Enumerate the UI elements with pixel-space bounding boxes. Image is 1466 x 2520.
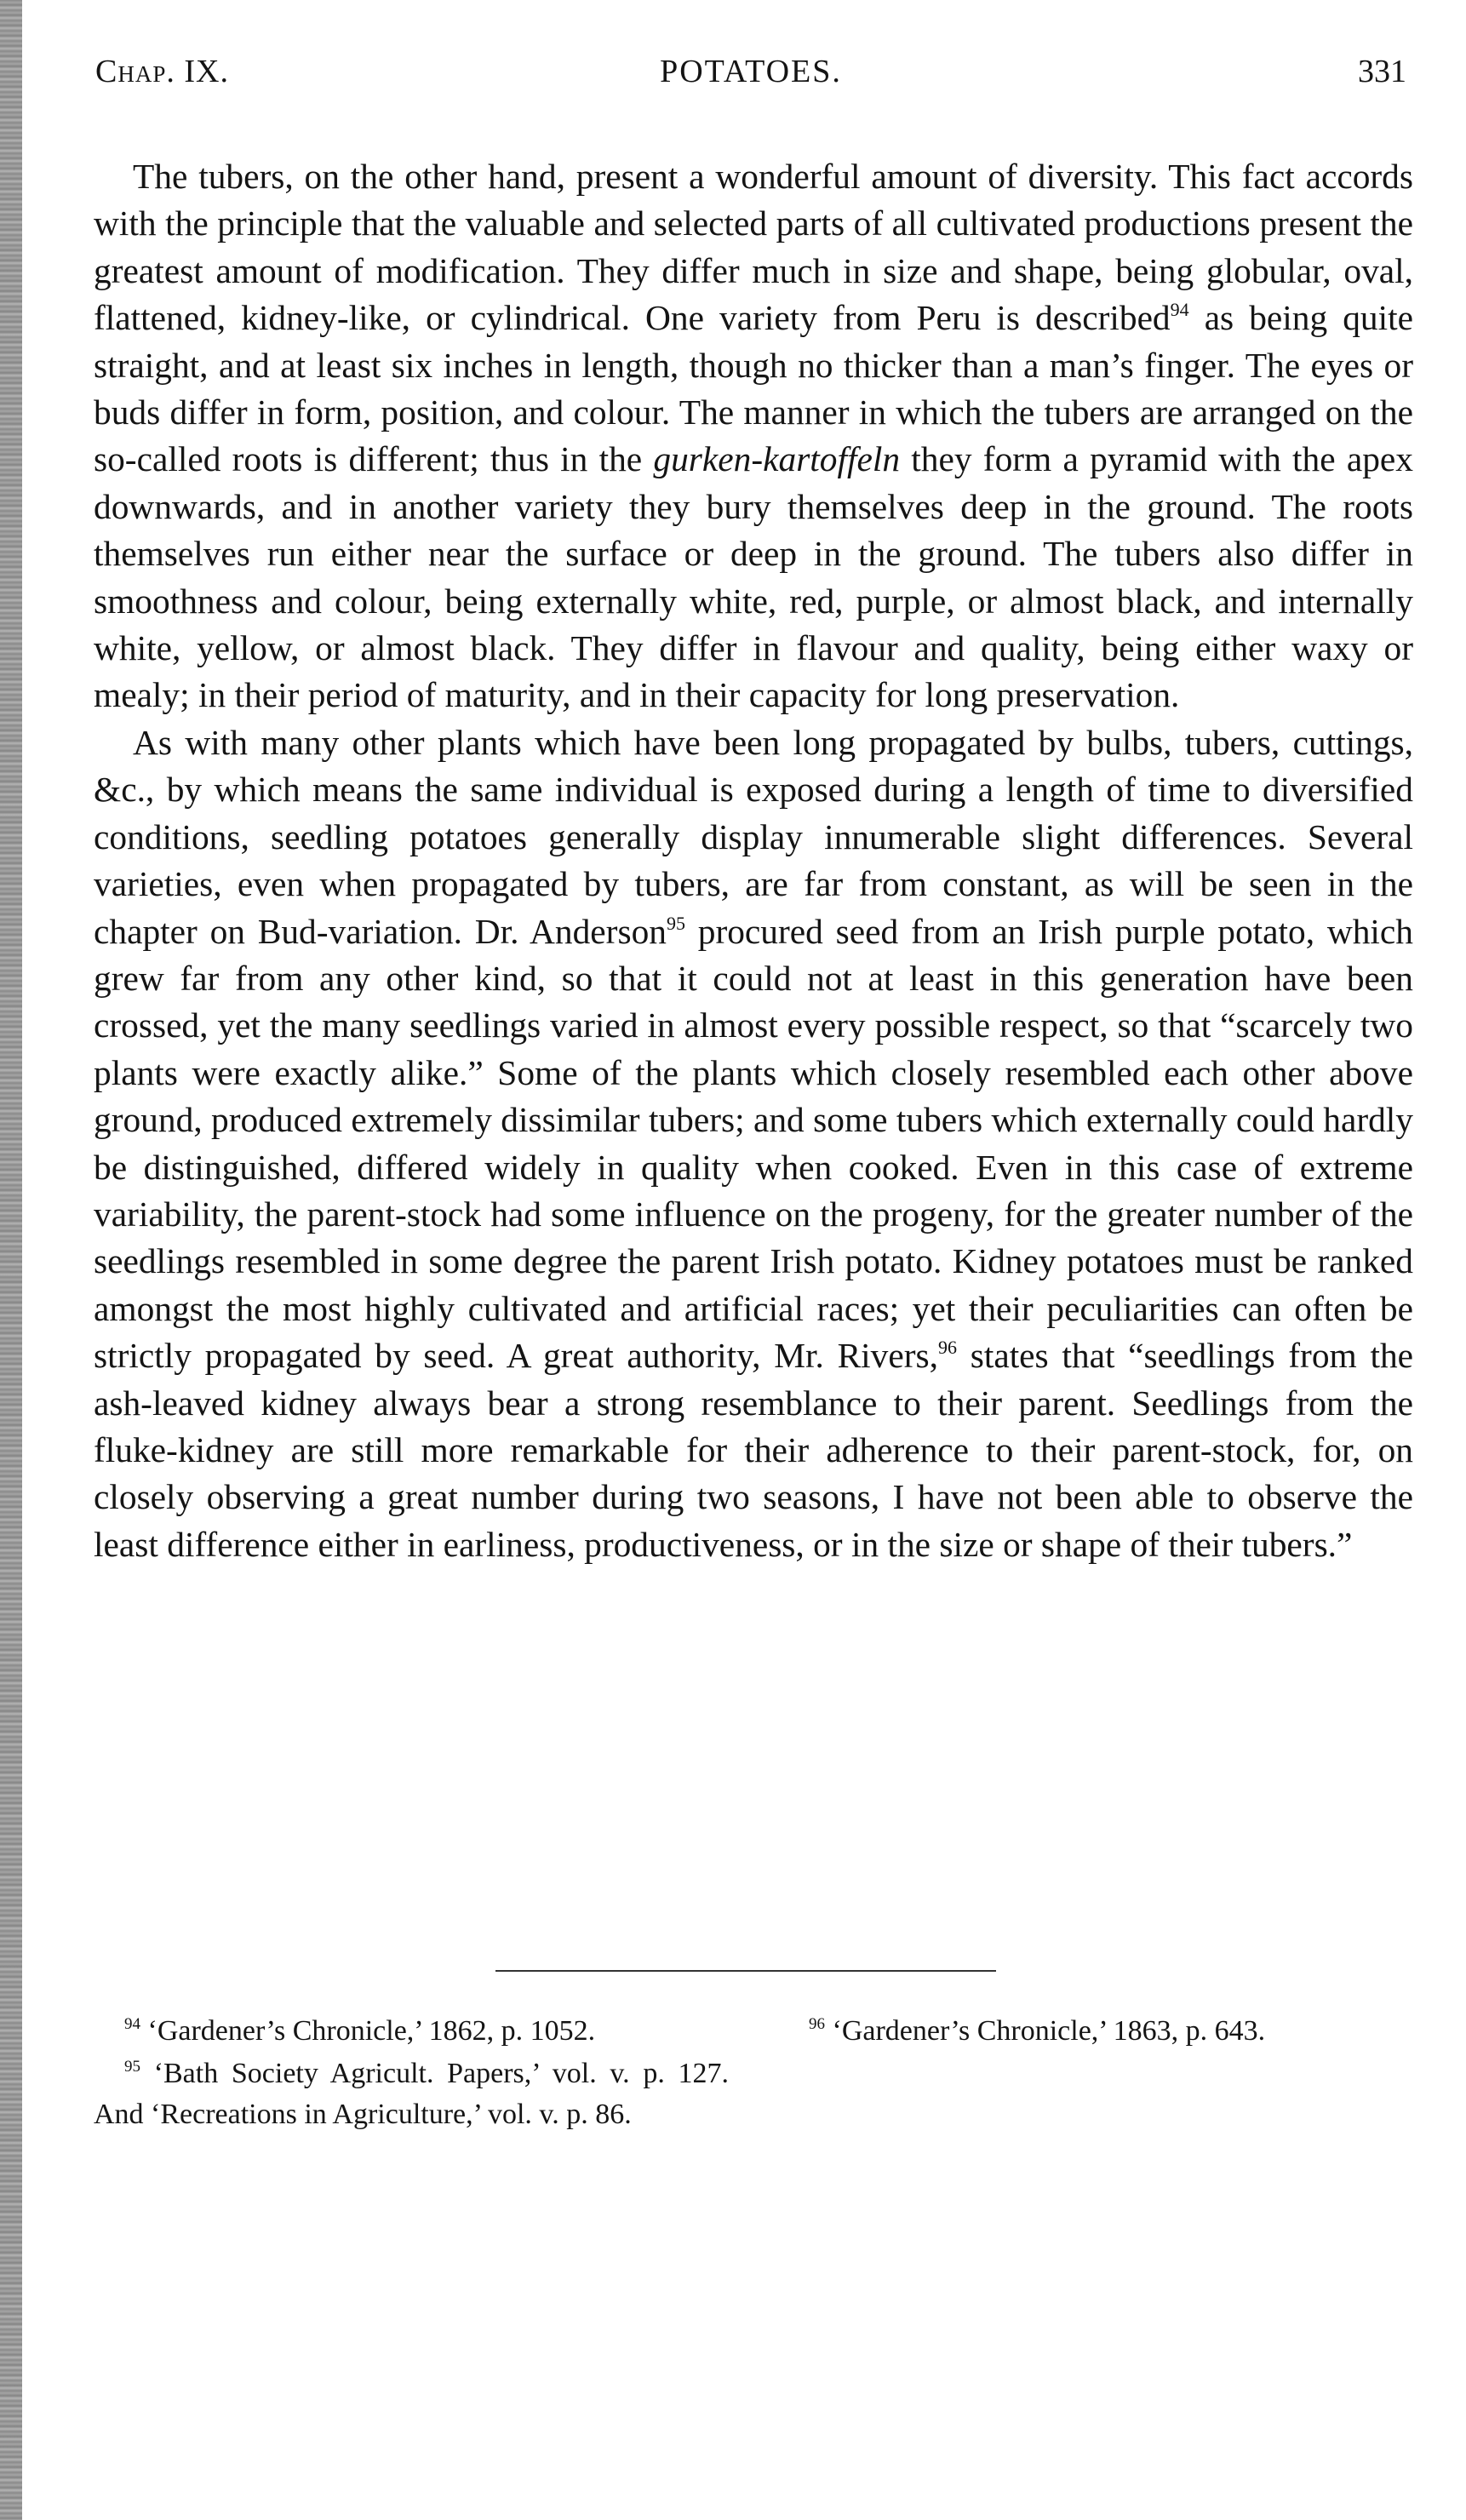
footnote-number: 95 — [124, 2058, 140, 2076]
footnote-number: 96 — [809, 2015, 825, 2033]
footnote-divider — [495, 1970, 996, 1972]
page-number: 331 — [1358, 54, 1406, 89]
footnote-text: ‘Gardener’s Chronicle,’ 1863, p. 643. — [825, 2015, 1266, 2047]
paragraph-2-text-c: states that “seedlings from the ash-leaved kidney always bear a strong resemblance to their parent. Seedlings from the fluke-kidney are still more remarkable for their adherence to their parent-stock, for, on closely observing a great number during two seasons, I have not been able to observe the least difference either in earliness, productiveness, or in the size or shape of their tubers.” — [94, 1336, 1414, 1564]
footnote-95 — [94, 2053, 729, 2135]
footnotes — [94, 2011, 1413, 2135]
paragraph-1-text-b: as being quite straight, and at least six inches in length, though no thicker than a man’s finger. The eyes or buds differ in form, position, and colour. The manner in which the tubers are arranged on the so-called roots is different; thus in the — [94, 298, 1413, 479]
page-title: POTATOES. — [660, 54, 842, 89]
footnote-number: 94 — [124, 2015, 140, 2033]
italic-term: gurken-kartoffeln — [653, 439, 901, 479]
paragraph-1 — [94, 153, 1413, 719]
running-header — [95, 53, 1406, 104]
paragraph-2 — [94, 719, 1413, 1568]
paragraph-1-text-a: The tubers, on the other hand, present a wonderful amount of diversity. This fact accords with the principle that the valuable and selected parts of all cultivated productions present the greatest amount of modification. They differ much in size and shape, being globular, oval, flattened, kidney-like, or cylindrical. One variety from Peru is described — [94, 157, 1413, 338]
footnote-text: ‘Bath Society Agricult. Papers,’ vol. v. p. 127. And ‘Recreations in Agriculture,’ vol. v. p. 86. — [94, 2058, 729, 2130]
footnote-ref-95: 95 — [666, 912, 685, 934]
footnote-96 — [778, 2011, 1413, 2052]
footnote-ref-96: 96 — [938, 1337, 957, 1359]
body-text — [94, 153, 1413, 1568]
footnote-94 — [94, 2011, 729, 2052]
scan-edge-shadow — [0, 0, 22, 2520]
paragraph-1-text-c: they form a pyramid with the apex downwards, and in another variety they bury themselves deep in the ground. The roots themselves run either near the surface or deep in the ground. The tubers also differ in smoothness and colour, being externally white, red, purple, or almost black, and internally white, yellow, or almost black. They differ in flavour and quality, being either waxy or mealy; in their period of maturity, and in their capacity for long preservation. — [94, 439, 1413, 715]
footnote-ref-94: 94 — [1170, 299, 1189, 321]
footnote-text: ‘Gardener’s Chronicle,’ 1862, p. 1052. — [140, 2015, 596, 2047]
paragraph-2-text-b: procured seed from an Irish purple potato, which grew far from any other kind, so that it could not at least in this generation have been crossed, yet the many seedlings varied in almost every possible respect, so that “scarcely two plants were exactly alike.” Some of the plants which closely resembled each other above ground, produced extremely dissimilar tubers; and some tubers which externally could hardly be distinguished, differed widely in quality when cooked. Even in this case of extreme variability, the parent-stock had some influence on the progeny, for the greater number of the seedlings resembled in some degree the parent Irish potato. Kidney potatoes must be ranked amongst the most highly cultivated and artificial races; yet their peculiarities can often be strictly propagated by seed. A great authority, Mr. Rivers, — [94, 911, 1413, 1376]
paragraph-2-text-a: As with many other plants which have been long propagated by bulbs, tubers, cuttings, &c., by which means the same individual is exposed during a length of time to diversified conditions, seedling potatoes generally display innumerable slight differences. Several varieties, even when propagated by tubers, are far from constant, as will be seen in the chapter on Bud-variation. Dr. Anderson — [94, 722, 1413, 951]
chapter-label: Chap. IX. — [95, 54, 229, 89]
